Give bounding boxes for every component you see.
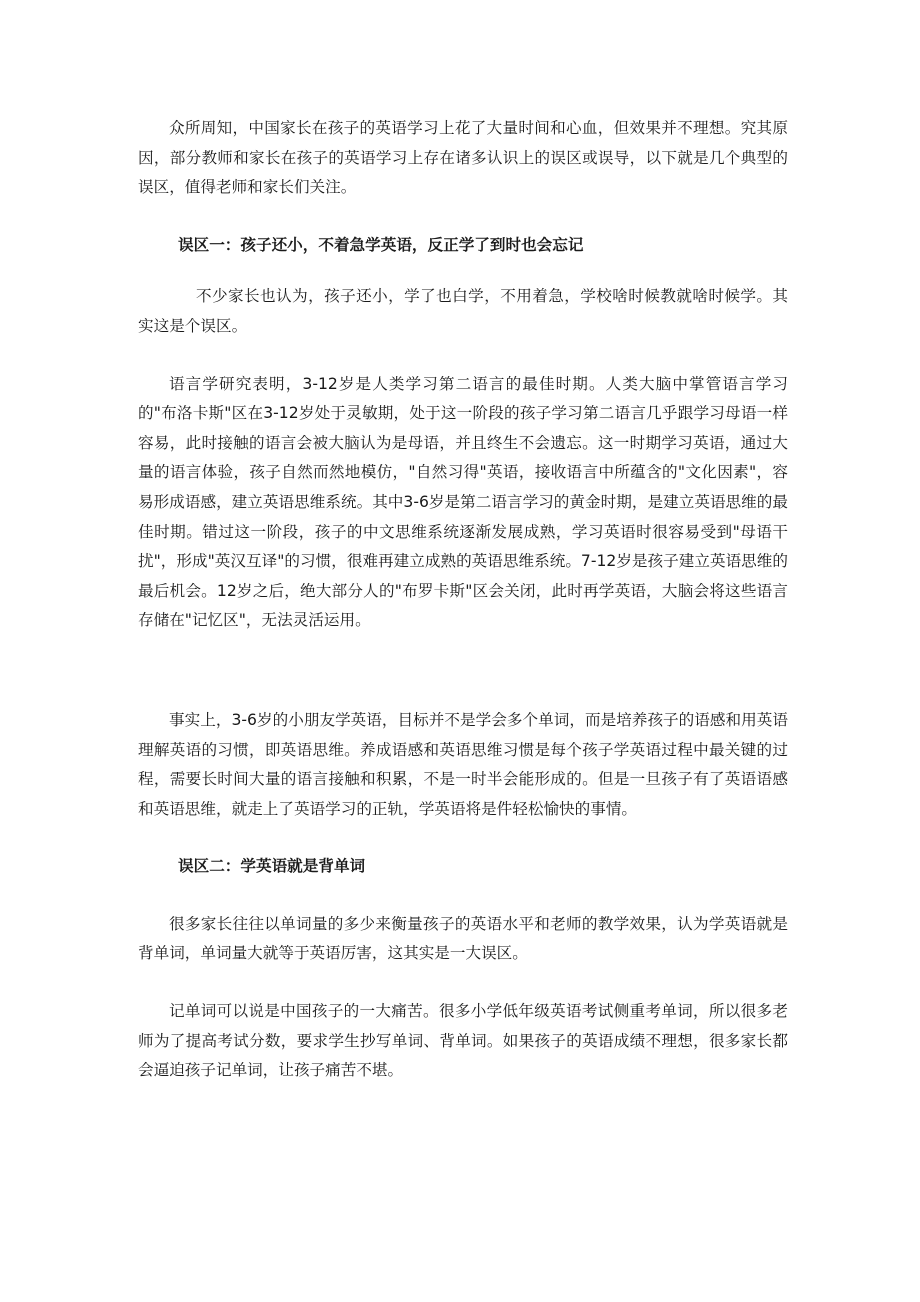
paragraph-2: 不少家长也认为，孩子还小，学了也白学，不用着急，学校啥时候教就啥时候学。其实这是个误区。: [138, 287, 788, 335]
paragraph-3: 语言学研究表明，3-12岁是人类学习第二语言的最佳时期。人类大脑中掌管语言学习的"布洛卡斯"区在3-12岁处于灵敏期，处于这一阶段的孩子学习第二语言几乎跟学习母语一样容易，此时接触的语言会被大脑认为是母语，并且终生不会遗忘。这一时期学习英语，通过大量的语言体验，孩子自然而然地模仿，"自然习得"英语，接收语言中所蕴含的"文化因素"，容易形成语感，建立英语思维系统。其中3-6岁是第二语言学习的黄金时期，是建立英语思维的最佳时期。错过这一阶段，孩子的中文思维系统逐渐发展成熟，学习英语时很容易受到"母语干扰"，形成"英汉互译"的习惯，很难再建立成熟的英语思维系统。7-12岁是孩子建立英语思维的最后机会。12岁之后，绝大部分人的"布罗卡斯"区会关闭，此时再学英语，大脑会将这些语言存储在"记忆区"，无法灵活运用。: [138, 374, 788, 630]
paragraph-4: 事实上，3-6岁的小朋友学英语，目标并不是学会多个单词，而是培养孩子的语感和用英语理解英语的习惯，即英语思维。养成语感和英语思维习惯是每个孩子学英语过程中最关键的过程，需要长时间大量的语言接触和积累，不是一时半会能形成的。但是一旦孩子有了英语语感和英语思维，就走上了英语学习的正轨，学英语将是件轻松愉快的事情。: [138, 710, 788, 818]
paragraph-5: 很多家长往往以单词量的多少来衡量孩子的英语水平和老师的教学效果，认为学英语就是背单词，单词量大就等于英语厉害，这其实是一大误区。: [138, 914, 788, 963]
paragraph-6: 记单词可以说是中国孩子的一大痛苦。很多小学低年级英语考试侧重考单词，所以很多老师为了提高考试分数，要求学生抄写单词、背单词。如果孩子的英语成绩不理想，很多家长都会逼迫孩子记单词，让孩子痛苦不堪。: [138, 1002, 788, 1080]
section-heading-2: 误区二：学英语就是背单词: [178, 857, 366, 876]
intro-paragraph: 众所周知，中国家长在孩子的英语学习上花了大量时间和心血，但效果并不理想。究其原因，部分教师和家长在孩子的英语学习上存在诸多认识上的误区或误导，以下就是几个典型的误区，值得老师和家长们关注。: [138, 119, 788, 197]
section-heading-1: 误区一：孩子还小，不着急学英语，反正学了到时也会忘记: [178, 235, 584, 254]
document-page: [138, 114, 788, 1086]
